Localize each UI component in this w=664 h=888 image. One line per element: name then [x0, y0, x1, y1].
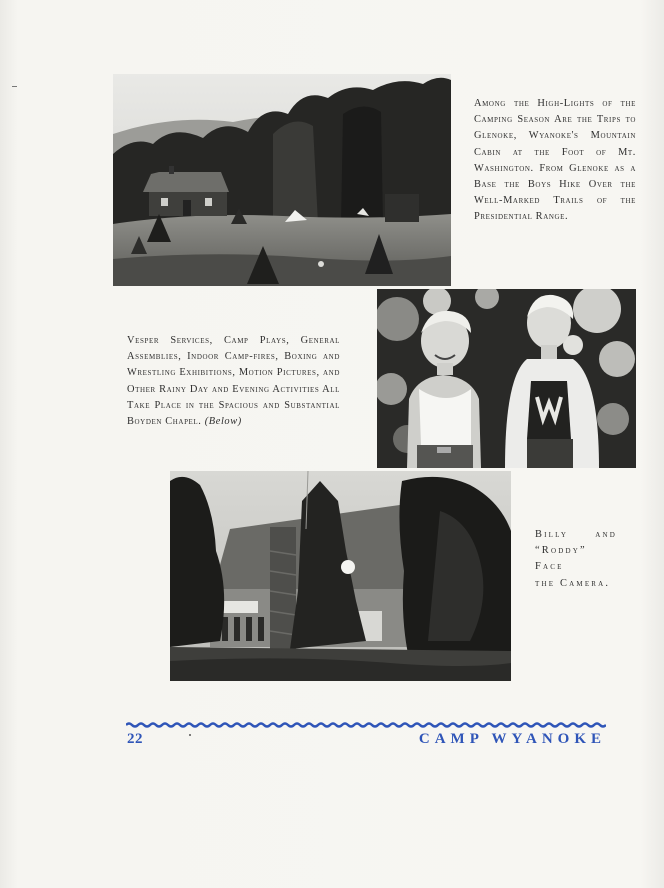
camp-wyanoke-title: CAMP WYANOKE	[418, 731, 606, 747]
chapel-caption	[127, 333, 340, 430]
billy-caption-word-2: and	[595, 529, 617, 540]
footer-wavy-rule	[126, 720, 606, 730]
page-number: 22	[127, 731, 143, 747]
billy-caption-line-1	[535, 527, 617, 543]
billy-caption-line-2: “Roddy” Face	[535, 545, 587, 573]
billy-caption-word-1: Billy	[535, 529, 569, 540]
boyden-chapel-photo	[170, 471, 511, 681]
page-speck	[12, 86, 17, 87]
billy-roddy-caption	[535, 527, 617, 592]
chapel-caption-below: (Below)	[204, 416, 242, 428]
billy-caption-line-3: the Camera.	[535, 577, 611, 589]
chapel-caption-text: Vesper Services, Camp Plays, General Assemblies, Indoor Camp-fires, Boxing and Wrestling Exhibitions, Motion Pictures, and Other Rainy Day and Evening Activities All Take Place in the Spacious and Substantial Boyden Chapel.	[127, 335, 340, 428]
billy-and-roddy-photo	[377, 289, 636, 468]
footer-speck	[189, 734, 191, 736]
glenoke-cabin-photo	[113, 74, 451, 286]
glenoke-caption: Among the High-Lights of the Camping Season Are the Trips to Glenoke, Wyanoke's Mountain Cabin at the Foot of Mt. Washington. From Glenoke as a Base the Boys Hike Over the Well-Marked Trails of the Presidential Range.	[474, 98, 636, 223]
